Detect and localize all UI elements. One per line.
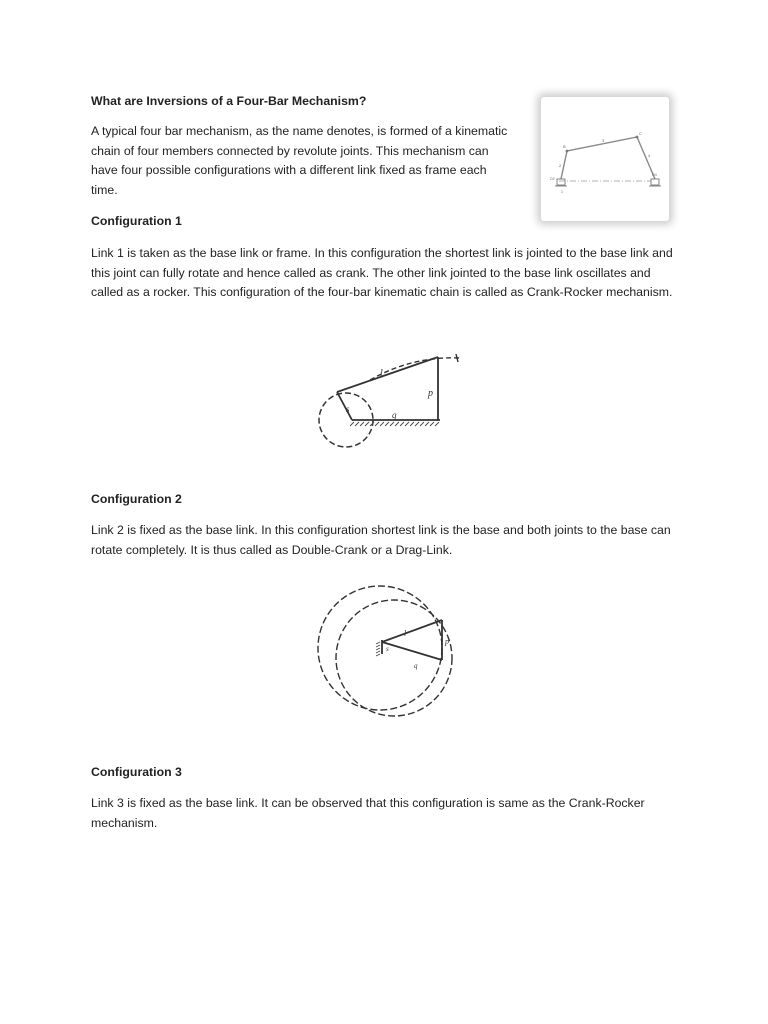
label-c: C (639, 131, 642, 136)
configuration-1-heading: Configuration 1 (91, 214, 182, 228)
rocker-arc-tick (456, 354, 458, 362)
link-l (382, 620, 442, 642)
crank-link (337, 392, 352, 420)
label-link-3: 3 (602, 138, 605, 143)
linkage-links (561, 137, 655, 179)
diagram-1-label-q: q (392, 410, 397, 420)
double-crank-ground-hatch (376, 642, 380, 656)
page-title: What are Inversions of a Four-Bar Mechanism? (91, 94, 367, 108)
configuration-1-text: Link 1 is taken as the base link or frame. In this configuration the shortest link is jointed to the base link and this joint can fully rotate and hence called as crank. The other link jointed to the base link oscillates and called as a rocker. This configuration of the four-bar kinematic chain is called as Crank-Rocker mechanism. (91, 246, 673, 299)
link-q (382, 642, 442, 660)
diagram-2-label-p: p (445, 637, 449, 646)
four-bar-thumbnail (541, 97, 669, 221)
diagram-2-label-q: q (414, 662, 418, 670)
configuration-3-heading: Configuration 3 (91, 765, 182, 779)
intro-paragraph: A typical four bar mechanism, as the name denotes, is formed of a kinematic chain of four members connected by revolute joints. This mechanism can have four possible configurations with a different link fixed as frame each time. (91, 124, 508, 197)
configuration-2-heading: Configuration 2 (91, 492, 182, 506)
diagram-2-label-s: s (386, 645, 389, 653)
coupler-link (337, 357, 438, 392)
configuration-2-text: Link 2 is fixed as the base link. In this configuration shortest link is the base and both joints to the base can rotate completely. It is thus called as Double-Crank or a Drag-Link. (91, 523, 671, 557)
joint-b (566, 150, 569, 153)
ground-support-right (651, 179, 659, 185)
label-link-2: 2 (559, 163, 562, 168)
diagram-1-label-s: s (346, 404, 350, 414)
label-link-4: 4 (648, 153, 651, 158)
label-o4: O4 (652, 173, 657, 177)
label-o2: O2 (550, 177, 555, 181)
four-bar-thumbnail-diagram (549, 105, 661, 213)
double-crank-diagram (316, 578, 456, 728)
label-link-1: 1 (561, 190, 563, 194)
configuration-3-text: Link 3 is fixed as the base link. It can be observed that this configuration is same as the Crank-Rocker mechanism. (91, 796, 645, 830)
diagram-2-label-l: l (404, 629, 407, 638)
joint-c (636, 136, 639, 139)
ground-support-left (557, 179, 565, 185)
diagram-1-label-l: l (380, 368, 383, 379)
label-b: B (563, 144, 566, 149)
diagram-1-label-p: p (428, 388, 433, 399)
ground-hatch (350, 422, 439, 426)
crank-rocker-diagram (312, 350, 472, 460)
